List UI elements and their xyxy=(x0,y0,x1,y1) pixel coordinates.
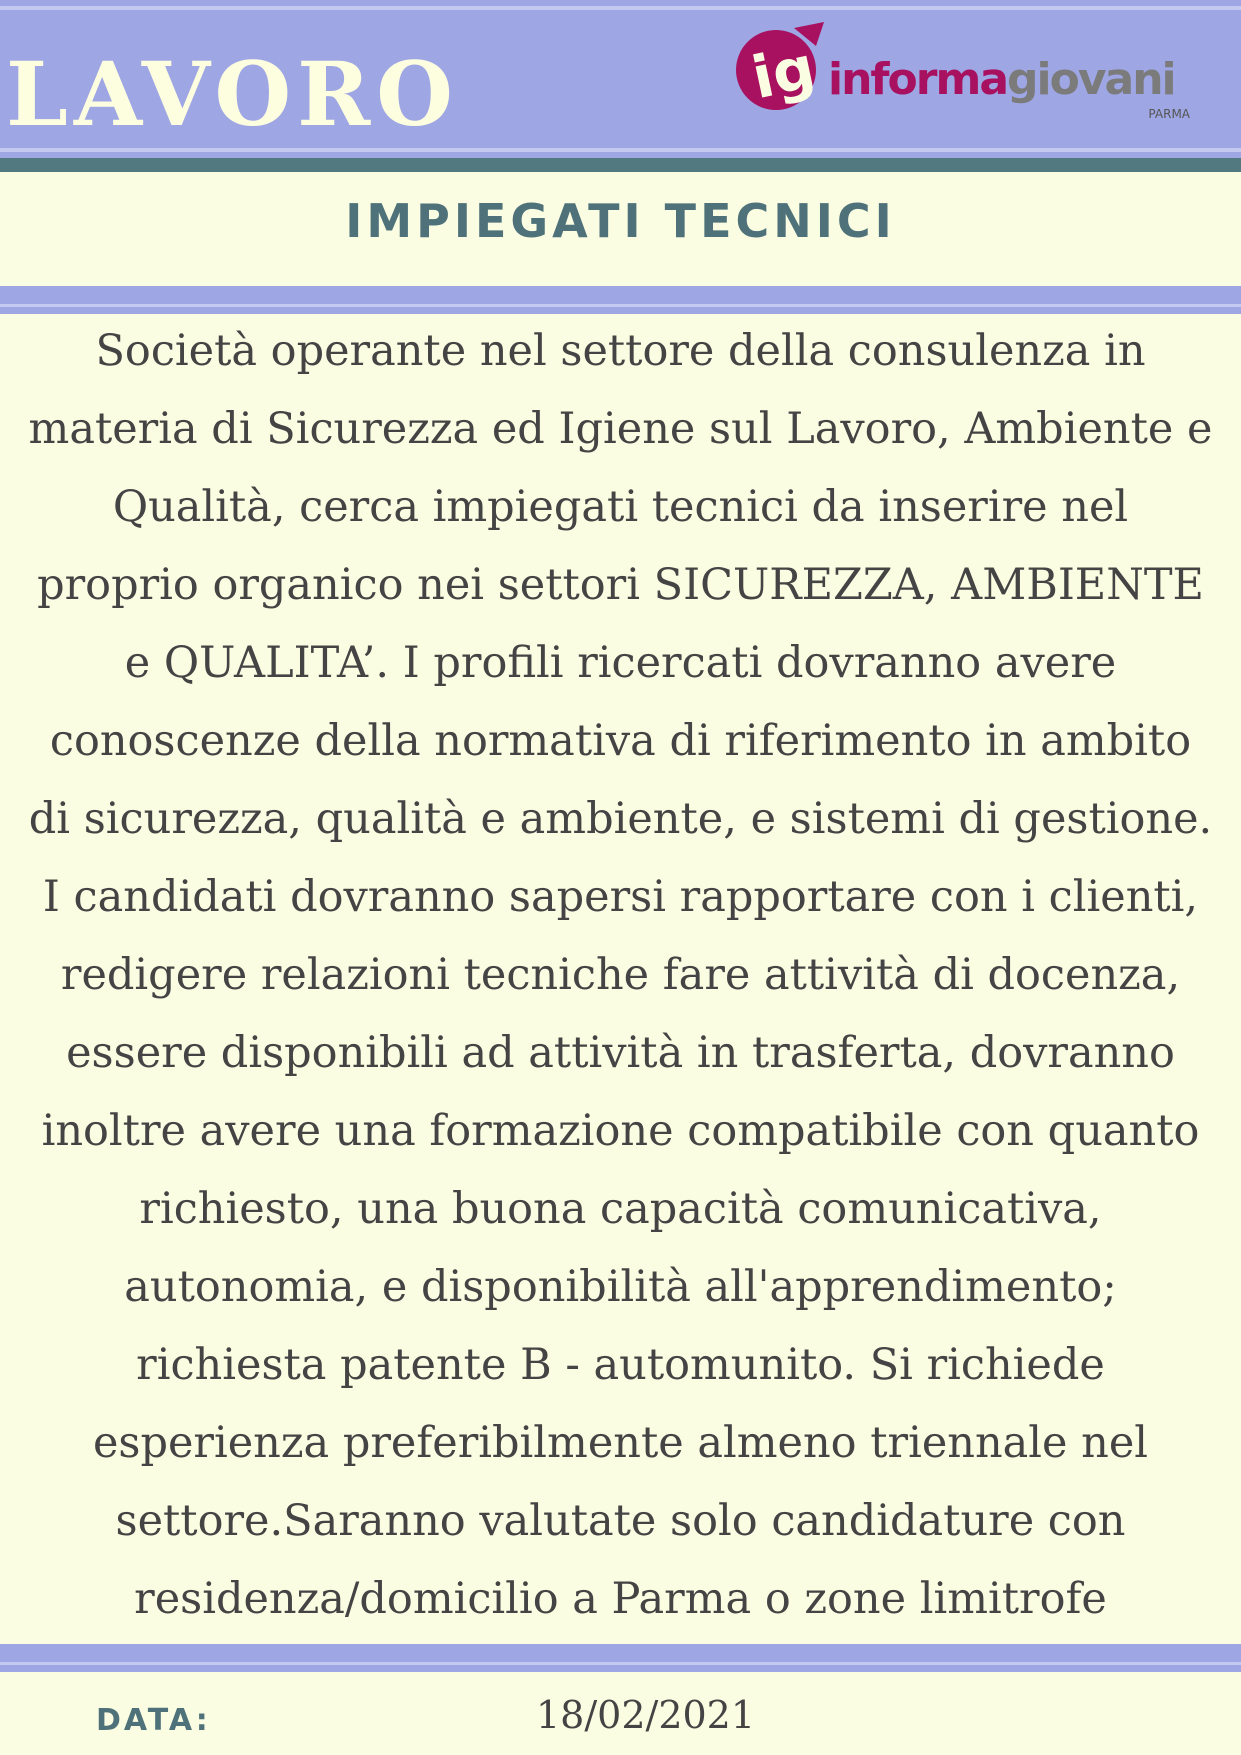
header-divider xyxy=(0,158,1241,172)
title-divider-band xyxy=(0,286,1241,314)
description-line: materia di Sicurezza ed Igiene sul Lavoro, Ambiente e xyxy=(28,404,1213,454)
logo-wordmark xyxy=(828,54,1175,105)
header-bottom-stripe xyxy=(0,148,1241,152)
section-label: LAVORO xyxy=(6,42,459,146)
description-line: di sicurezza, qualità e ambiente, e sistemi di gestione. xyxy=(28,794,1213,844)
description-line: richiesto, una buona capacità comunicativa, xyxy=(139,1184,1102,1234)
job-description xyxy=(0,312,1241,1638)
description-line: settore.Saranno valutate solo candidature con xyxy=(115,1496,1126,1546)
date-label: DATA: xyxy=(96,1703,211,1738)
description-line: proprio organico nei settori SICUREZZA, AMBIENTE xyxy=(37,560,1204,610)
description-line: Società operante nel settore della consulenza in xyxy=(95,326,1146,376)
description-line: autonomia, e disponibilità all'apprendimento; xyxy=(124,1262,1117,1312)
ig-logo-icon xyxy=(732,18,832,118)
description-line: Qualità, cerca impiegati tecnici da inserire nel xyxy=(112,482,1129,532)
description-line: richiesta patente B - automunito. Si richiede xyxy=(136,1340,1105,1390)
description-line: essere disponibili ad attività in trasferta, dovranno xyxy=(66,1028,1175,1078)
description-line: redigere relazioni tecniche fare attività di docenza, xyxy=(60,950,1181,1000)
logo-city: PARMA xyxy=(1148,107,1190,121)
band-stripe xyxy=(0,304,1241,307)
header-top-stripe xyxy=(0,6,1241,10)
description-line: conoscenze della normativa di riferimento in ambito xyxy=(49,716,1192,766)
description-line: esperienza preferibilmente almeno triennale nel xyxy=(92,1418,1149,1468)
band-stripe xyxy=(0,1662,1241,1665)
date-value: 18/02/2021 xyxy=(536,1693,756,1737)
header-banner xyxy=(0,0,1241,158)
informagiovani-logo xyxy=(732,14,1202,126)
description-line: residenza/domicilio a Parma o zone limitrofe xyxy=(134,1574,1107,1624)
logo-word-giovani: giovani xyxy=(1007,54,1175,105)
description-line: I candidati dovranno sapersi rapportare con i clienti, xyxy=(42,872,1199,922)
description-line: inoltre avere una formazione compatibile con quanto xyxy=(41,1106,1200,1156)
logo-word-informa: informa xyxy=(828,54,1008,105)
description-line: e QUALITA’. I profili ricercati dovranno avere xyxy=(124,638,1117,688)
job-title: IMPIEGATI TECNICI xyxy=(345,194,896,248)
ig-logo-mark-text: ig xyxy=(746,32,821,113)
footer-divider-band xyxy=(0,1644,1241,1672)
